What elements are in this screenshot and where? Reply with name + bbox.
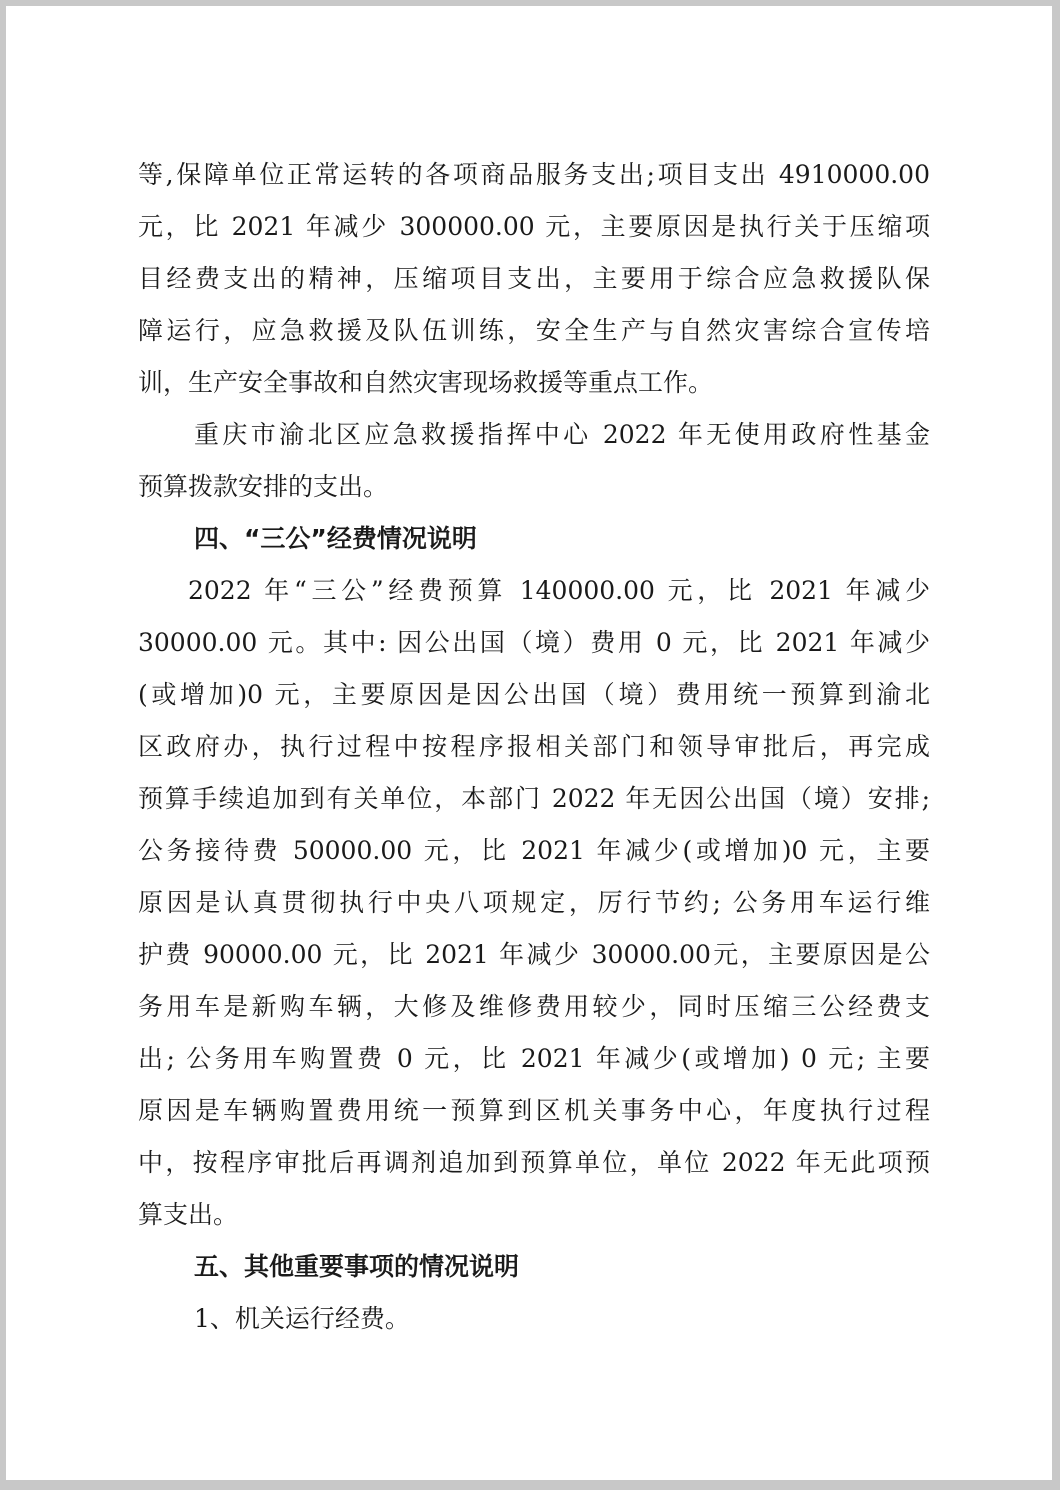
text-line: 预算手续追加到有关单位，本部门 2022 年无因公出国（境）安排; (138, 784, 930, 813)
text-line: 等,保障单位正常运转的各项商品服务支出;项目支出 4910000.00 (138, 160, 930, 189)
text-line: 预算拨款安排的支出。 (138, 472, 389, 501)
paragraph-three-public-expenses (138, 565, 930, 1241)
text-line: 元，比 2021 年减少 300000.00 元，主要原因是执行关于压缩项 (138, 212, 930, 241)
list-item-operating-expenses: 1、机关运行经费。 (194, 1304, 410, 1333)
paragraph-project-expenditure (138, 149, 930, 409)
text-line: 算支出。 (138, 1200, 239, 1229)
text-line: 务用车是新购车辆，大修及维修费用较少，同时压缩三公经费支 (138, 992, 930, 1021)
text-line: 护费 90000.00 元，比 2021 年减少 30000.00元，主要原因是公 (138, 940, 930, 969)
text-line: 30000.00 元。其中: 因公出国（境）费用 0 元，比 2021 年减少 (138, 628, 930, 657)
section-heading-three-public-expenses: 四、“三公”经费情况说明 (194, 524, 477, 553)
text-line: 原因是认真贯彻执行中央八项规定，厉行节约; 公务用车运行维 (138, 888, 930, 917)
text-line: 出; 公务用车购置费 0 元，比 2021 年减少(或增加) 0 元; 主要 (138, 1044, 930, 1073)
text-line: 重庆市渝北区应急救援指挥中心 2022 年无使用政府性基金 (194, 420, 930, 449)
text-line: 目经费支出的精神，压缩项目支出，主要用于综合应急救援队保 (138, 264, 930, 293)
text-line: 2022 年“三公”经费预算 140000.00 元，比 2021 年减少 (188, 576, 930, 605)
text-line: 障运行，应急救援及队伍训练，安全生产与自然灾害综合宣传培 (138, 316, 930, 345)
text-line: 区政府办，执行过程中按程序报相关部门和领导审批后，再完成 (138, 732, 930, 761)
document-body (138, 149, 930, 1345)
section-heading-other-matters: 五、其他重要事项的情况说明 (194, 1252, 520, 1281)
text-line: 公务接待费 50000.00 元，比 2021 年减少(或增加)0 元，主要 (138, 836, 930, 865)
document-page (6, 6, 1052, 1480)
text-line: 训，生产安全事故和自然灾害现场救援等重点工作。 (138, 368, 714, 397)
text-line: 原因是车辆购置费用统一预算到区机关事务中心，年度执行过程 (138, 1096, 930, 1125)
paragraph-government-fund (138, 409, 930, 513)
text-line: 中，按程序审批后再调剂追加到预算单位，单位 2022 年无此项预 (138, 1148, 930, 1177)
text-line: (或增加)0 元，主要原因是因公出国（境）费用统一预算到渝北 (138, 680, 930, 709)
